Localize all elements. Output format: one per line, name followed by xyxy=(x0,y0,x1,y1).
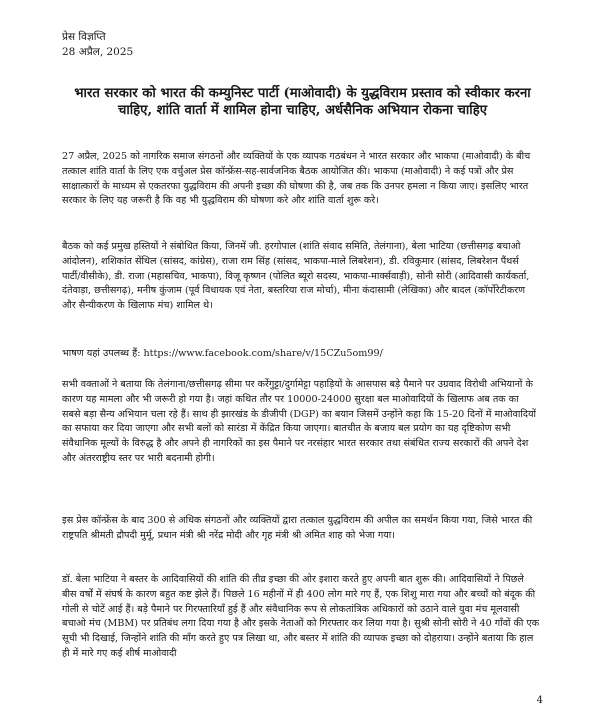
paragraph-appeal: इस प्रेस कॉन्फ्रेंस के बाद 300 से अधिक संगठनों और व्यक्तियों द्वारा तत्काल युद्धविराम की अपील का समर्थन किया गया, जिसे भारत की राष्ट्रपति श्रीमती द्रौपदी मुर्मू, प्रधान मंत्री श्री नरेंद्र मोदी और गृह मंत्री श्री अमित शाह को भेजा गया। xyxy=(62,515,533,541)
paragraph-speakers: बैठक को कई प्रमुख हस्तियों ने संबोधित किया, जिनमें जी. हरगोपाल (शांति संवाद समिति, तेलंगाना), बेला भाटिया (छत्तीसगढ़ बचाओ आंदोलन), शशिकांत सेंथिल (सांसद, कांग्रेस), राजा राम सिंह (सांसद, भाकपा-माले लिबरेशन), डी. रविकुमार (सांसद, लिबरेशन पैंथर्स पार्टी/वीसीके), डी. राजा (महासचिव, भाकपा), विजू कृष्णन (पोलित ब्यूरो सदस्य, भाकपा-मार्क्सवाड़ी), सोनी सोरी (आदिवासी कार्यकर्ता, दंतेवाड़ा, छत्तीसगढ़), मनीष कुंजाम (पूर्व विधायक एवं नेता, बस्तरिया राज मोर्चा), मीना कंदासामी (लेखिका) और बादल (कॉर्पोरेटीकरण और सैन्यीकरण के खिलाफ मंच) शामिल थे। xyxy=(62,241,530,312)
release-date: 28 अप्रैल, 2025 xyxy=(62,46,134,58)
document-title: भारत सरकार को भारत की कम्युनिस्ट पार्टी (माओवादी) के युद्धविराम प्रस्ताव को स्वीकार करना चाहिए, शांति वार्ता में शामिल होना चाहिए, अर्धसैनिक अभियान रोकना चाहिए xyxy=(74,86,531,118)
press-release-label: प्रेस विज्ञप्ति xyxy=(62,31,106,43)
paragraph-speech-link: भाषण यहां उपलब्ध हैं: https://www.facebook.com/share/v/15CZu5om99/ xyxy=(62,348,383,359)
paragraph-bela-bhatia: डॉ. बेला भाटिया ने बस्तर के आदिवासियों की शांति की तीव्र इच्छा की ओर इशारा करते हुए अपनी बात शुरू की। आदिवासियों ने पिछले बीस वर्षों में संघर्ष के कारण बहुत कष्ट झेले हैं। पिछले 16 महीनों में ही 400 लोग मारे गए हैं, एक शिशु मारा गया और बच्चों को बंदूक की गोली से चोटें आई हैं। बड़े पैमाने पर गिरफ्तारियाँ हुई हैं और संवैधानिक रूप से लोकतांत्रिक अधिकारों को उठाने वाले युवा मंच मूलवासी बचाओ मंच (MBM) पर प्रतिबंध लगा दिया गया है और इसके नेताओं को गिरफ्तार कर लिया गया है। सुश्री सोनी सोरी ने 40 गाँवों की एक सूची भी दिखाई, जिन्होंने शांति की माँग करते हुए पत्र लिखा था, और बस्तर में शांति की व्यापक इच्छा को दोहराया। उन्होंने बताया कि हाल ही में मारे गए कई शीर्ष माओवादी xyxy=(62,574,540,659)
paragraph-operations: सभी वक्ताओं ने बताया कि तेलंगाना/छत्तीसगढ़ सीमा पर कर्रेगुट्टा/दुर्गामेट्टा पहाड़ियों के आसपास बड़े पैमाने पर उग्रवाद विरोधी अभियानों के कारण यह मामला और भी जरूरी हो गया है। जहां कथित तौर पर 10000-24000 सुरक्षा बल माओवादियों के खिलाफ अब तक का सबसे बड़ा सैन्य अभियान चला रहे हैं। साथ ही झारखंड के डीजीपी (DGP) का बयान जिसमें उन्होंने कहा कि 15-20 दिनों में माओवादियों का सफाया कर दिया जाएगा और सभी बलों को सारंडा में केंद्रित किया जाएगा। बातचीत के बजाय बल प्रयोग का यह दृष्टिकोण सभी संवैधानिक मूल्यों के विरुद्ध है और अपने ही नागरिकों का इस पैमाने पर नरसंहार भारत सरकार तथा संबंधित राज्य सरकारों की अपने देश और अंतरराष्ट्रीय स्तर पर भारी बदनामी होगी। xyxy=(62,379,537,464)
paragraph-intro: 27 अप्रैल, 2025 को नागरिक समाज संगठनों और व्यक्तियों के एक व्यापक गठबंधन ने भारत सरकार और भाकपा (माओवादी) के बीच तत्काल शांति वार्ता के लिए एक वर्चुअल प्रेस कॉन्फ्रेंस-सह-सार्वजनिक बैठक आयोजित की। भाकपा (माओवादी) ने कई पत्रों और प्रेस साक्षात्कारों के माध्यम से एकतरफा युद्धविराम की अपनी इच्छा की घोषणा की है, जब तक कि उनपर हमला न किया जाए। इसलिए भारत सरकार के लिए यह जरूरी है कि वह भी युद्धविराम की घोषणा करे और शांति वार्ता शुरू करे। xyxy=(62,151,531,207)
page-number: 4 xyxy=(536,695,543,706)
